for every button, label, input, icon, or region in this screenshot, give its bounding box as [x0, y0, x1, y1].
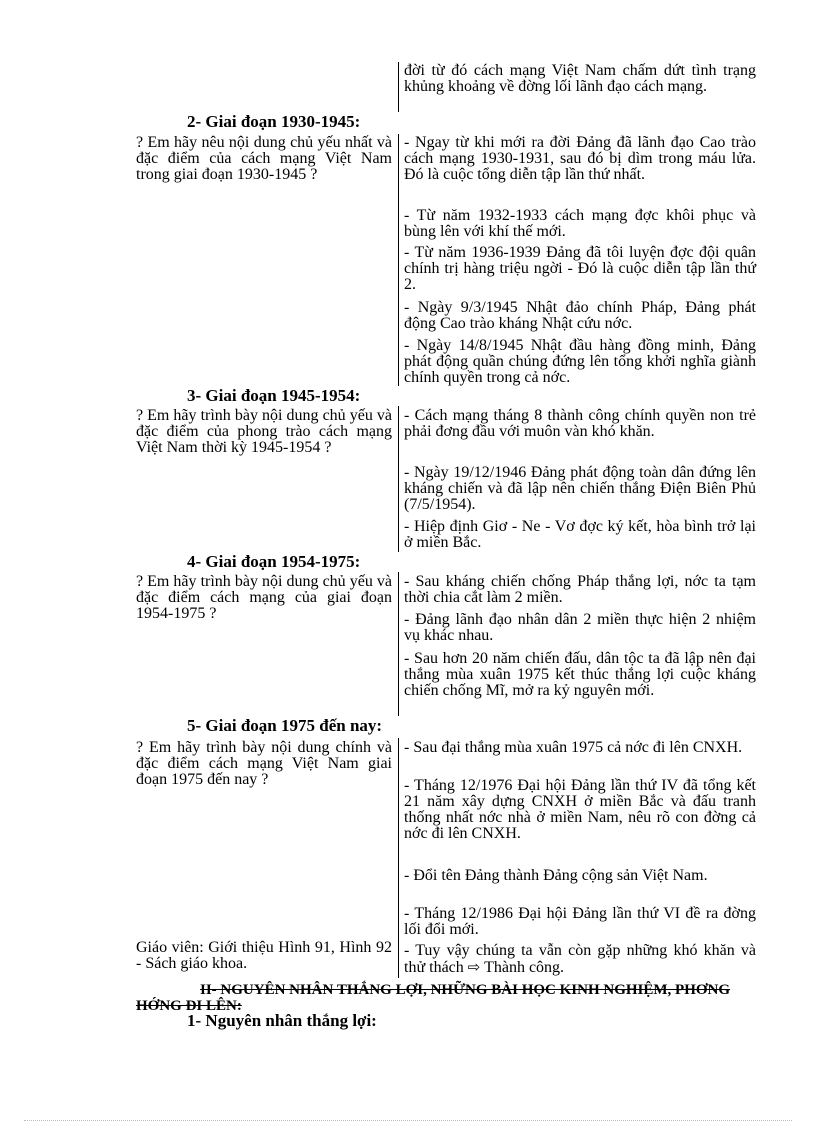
stage-heading: 3- Giai đoạn 1945-1954: — [187, 386, 361, 405]
column-divider — [398, 62, 399, 112]
answer-item: - Từ năm 1936-1939 Đảng đã tôi luyện đợc đội quân chính trị hàng triệu ngời - Đó là cuộc diễn tập lần thứ 2. — [404, 244, 756, 293]
teacher-note: Giáo viên: Giới thiệu Hình 91, Hình 92 - Sách giáo khoa. — [136, 939, 392, 972]
page-footer-divider — [24, 1120, 792, 1121]
question: ? Em hãy trình bày nội dung chính và đặc điểm cách mạng Việt Nam giai đoạn 1975 đến nay ? — [136, 739, 392, 788]
stage-heading: 2- Giai đoạn 1930-1945: — [187, 112, 361, 131]
question: ? Em hãy trình bày nội dung chủ yếu và đặc điểm cách mạng của giai đoạn 1954-1975 ? — [136, 573, 392, 622]
answer-text: - Tuy vậy chúng ta vẫn còn gặp những khó khăn và thử thách — [404, 942, 756, 976]
answer-item: - Tháng 12/1986 Đại hội Đảng lần thứ VI đề ra đờng lối đổi mới. — [404, 905, 756, 938]
answer-item: - Ngày 19/12/1946 Đảng phát động toàn dân đứng lên kháng chiến và đã lập nên chiến thắng Điện Biên Phủ (7/5/1954). — [404, 464, 756, 513]
subsection-heading: 1- Nguyên nhân thắng lợi: — [187, 1011, 377, 1030]
answer-result: Thành công. — [484, 959, 565, 976]
answer-item: - Sau kháng chiến chống Pháp thắng lợi, nớc ta tạm thời chia cắt làm 2 miền. — [404, 573, 756, 606]
column-divider — [398, 406, 399, 552]
column-divider — [398, 572, 399, 716]
answer-item: - Từ năm 1932-1933 cách mạng đợc khôi phục và bùng lên với khí thế mới. — [404, 207, 756, 240]
answer-item: - Tháng 12/1976 Đại hội Đảng lần thứ IV đã tổng kết 21 năm xây dựng CNXH ở miền Bắc và đấu tranh thống nhất nớc nhà ở miền Nam, nêu rõ con đờng cả nớc đi lên CNXH. — [404, 777, 756, 842]
column-divider — [398, 134, 399, 386]
answer-item: - Cách mạng tháng 8 thành công chính quyền non trẻ phải đơng đầu với muôn vàn khó khăn. — [404, 407, 756, 440]
section-heading: II- NGUYÊN NHÂN THẮNG LỢI, NHỮNG BÀI HỌC KINH NGHIỆM, PHƠNG HỚNG ĐI LÊN: — [136, 982, 731, 1014]
question: ? Em hãy nêu nội dung chủ yếu nhất và đặc điểm của cách mạng Việt Nam trong giai đoạn 1930-1945 ? — [136, 134, 392, 183]
stage-heading: 4- Giai đoạn 1954-1975: — [187, 552, 361, 571]
question: ? Em hãy trình bày nội dung chủ yếu và đặc điểm của phong trào cách mạng Việt Nam thời kỳ 1945-1954 ? — [136, 407, 392, 456]
answer-item: - Đảng lãnh đạo nhân dân 2 miền thực hiện 2 nhiệm vụ khác nhau. — [404, 611, 756, 644]
answer-item: - Sau hơn 20 năm chiến đấu, dân tộc ta đã lập nên đại thắng mùa xuân 1975 kết thúc thắng lợi cuộc kháng chiến chống Mĩ, mở ra kỷ nguyên mới. — [404, 650, 756, 699]
column-divider — [398, 738, 399, 978]
answer-item: - Đổi tên Đảng thành Đảng cộng sản Việt Nam. — [404, 867, 708, 884]
answer-item: - Hiệp định Giơ - Ne - Vơ đợc ký kết, hòa bình trở lại ở miền Bắc. — [404, 518, 756, 551]
answer-item-last — [404, 943, 756, 976]
answer-item: - Ngay từ khi mới ra đời Đảng đã lãnh đạo Cao trào cách mạng 1930-1931, sau đó bị dìm trong máu lửa. Đó là cuộc tổng diễn tập lần thứ nhất. — [404, 134, 756, 183]
stage-heading: 5- Giai đoạn 1975 đến nay: — [187, 716, 383, 735]
answer-item: - Ngày 14/8/1945 Nhật đầu hàng đồng minh, Đảng phát động quần chúng đứng lên tổng khởi nghĩa giành chính quyền trong cả nớc. — [404, 337, 756, 386]
continuation-text: đời từ đó cách mạng Việt Nam chấm dứt tình trạng khủng khoảng về đờng lối lãnh đạo cách mạng. — [404, 62, 756, 95]
answer-item: - Ngày 9/3/1945 Nhật đảo chính Pháp, Đảng phát động Cao trào kháng Nhật cứu nớc. — [404, 299, 756, 332]
right-arrow-icon: ⇨ — [467, 958, 481, 976]
answer-item: - Sau đại thắng mùa xuân 1975 cả nớc đi lên CNXH. — [404, 739, 743, 756]
